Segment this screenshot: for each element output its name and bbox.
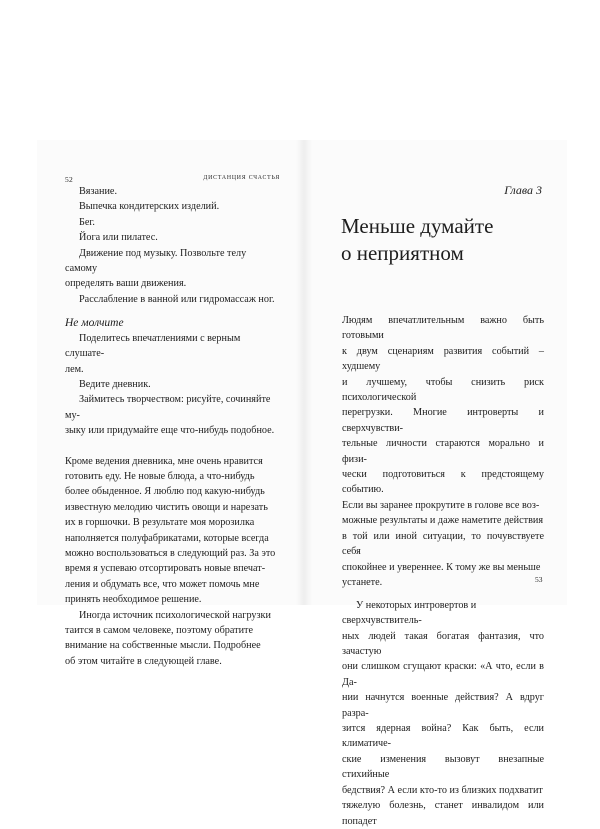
paragraph-line: время я успеваю отсортировать новые впечат-	[65, 563, 266, 575]
list-item: Выпечка кондитерских изделий.	[79, 201, 220, 213]
paragraph-line: в той или иной ситуации, то почувствуете себя	[342, 530, 544, 558]
left-page-text	[65, 184, 280, 669]
paragraph-line: известную мелодию чистить овощи и нарезать	[65, 501, 268, 513]
list-item: Поделитесь впечатлениями с верным слушате-	[65, 332, 241, 360]
paragraph-line: перегрузки. Многие интроверты и сверхчувстви-	[342, 407, 544, 434]
paragraph-line: чески подготовиться к предстоящему событию.	[342, 469, 544, 496]
paragraph-line: к двум сценариям развития событий – худшему	[342, 345, 544, 373]
paragraph-line: ские изменения вызовут внезапные стихийные	[342, 753, 544, 781]
book-gutter	[296, 140, 312, 605]
right-page-number: 53	[535, 575, 543, 584]
list-item: Бег.	[79, 216, 95, 228]
paragraph-line: бедствия? А если кто-то из близких подхватит	[342, 784, 543, 796]
paragraph-line: их в горшочки. В результате моя морозилка	[65, 517, 255, 529]
paragraph-line: внимание на собственные мысли. Подробнее	[65, 640, 261, 652]
paragraph-line: готовить еду. Не новые блюда, а что-нибудь	[65, 471, 255, 482]
paragraph-line: и лучшему, чтобы снизить риск психологической	[342, 376, 544, 404]
paragraph-line: устанете.	[342, 576, 383, 588]
paragraph-line: они слишком сгущают краски: «А что, если в Да-	[342, 661, 544, 688]
left-page-number: 52	[65, 175, 73, 184]
paragraph-line: наполняется полуфабрикатами, которые всегда	[65, 532, 269, 544]
list-item: Вязание.	[79, 186, 117, 197]
paragraph-line: нии начнутся военные действия? А вдруг разра-	[342, 692, 544, 719]
paragraph-line: Если вы заранее прокрутите в голове все воз-	[342, 499, 540, 511]
list-item-continuation: определять ваши движения.	[65, 278, 187, 290]
list-item-continuation: лем.	[65, 363, 84, 375]
list-item: Займитесь творчеством: рисуйте, сочиняйте му-	[65, 394, 271, 421]
paragraph-line: более обыденное. Я люблю под какую-нибудь	[65, 486, 265, 498]
paragraph-line: тельные личности стараются морально и физи-	[342, 438, 544, 465]
paragraph-line: Людям впечатлительным важно быть готовыми	[342, 315, 544, 342]
paragraph-line: принять необходимое решение.	[65, 594, 202, 606]
paragraph-line: Кроме ведения дневника, мне очень нравится	[65, 455, 263, 467]
paragraph-line: ных людей такая богатая фантазия, что зачастую	[342, 630, 544, 658]
chapter-title-line: о неприятном	[341, 241, 464, 265]
paragraph-line: тяжелую болезнь, станет инвалидом или попадет	[342, 800, 544, 827]
paragraph-line: спокойнее и увереннее. К тому же вы меньше	[342, 561, 541, 573]
list-item: Движение под музыку. Позвольте телу самому	[65, 247, 247, 275]
paragraph-line: об этом читайте в следующей главе.	[65, 655, 222, 667]
right-page-text	[342, 313, 544, 829]
list-item: Йога или пилатес.	[79, 232, 158, 244]
chapter-title	[341, 213, 551, 267]
chapter-title-line: Меньше думайте	[341, 214, 494, 238]
paragraph-line: У некоторых интровертов и сверхчувствитель-	[342, 599, 477, 627]
paragraph-line: можно воспользоваться в следующий раз. За это	[65, 548, 276, 560]
paragraph-line: можные результаты и даже наметите действия	[342, 515, 544, 527]
subheading: Не молчите	[65, 316, 124, 329]
running-title: ДИСТАНЦИЯ СЧАСТЬЯ	[203, 175, 280, 181]
list-item: Расслабление в ванной или гидромассаж ног.	[79, 293, 275, 305]
paragraph-line: ления и обдумать все, что может помочь мне	[65, 578, 260, 590]
list-item-continuation: зыку или придумайте еще что-нибудь подобное.	[65, 425, 275, 437]
chapter-label: Глава 3	[504, 183, 542, 197]
paragraph-line: таится в самом человеке, поэтому обратите	[65, 625, 254, 637]
paragraph-line: Иногда источник психологической нагрузки	[79, 609, 271, 621]
paragraph-line: зится ядерная война? Как быть, если климатиче-	[342, 723, 544, 750]
list-item: Ведите дневник.	[79, 378, 151, 390]
